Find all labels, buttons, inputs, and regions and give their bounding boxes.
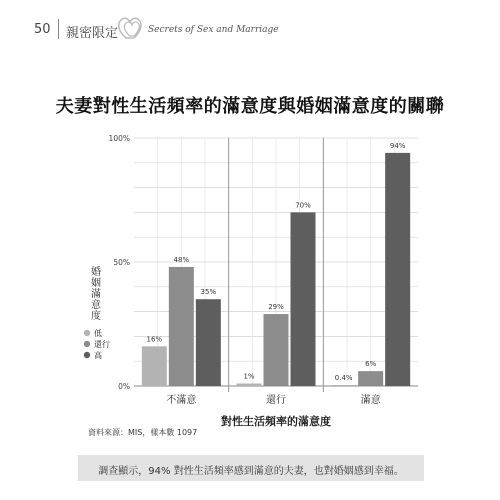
- bar: [331, 385, 356, 386]
- y-axis-label: 度: [91, 311, 101, 322]
- y-tick-label: 100%: [108, 134, 130, 143]
- data-label: 1%: [243, 372, 255, 381]
- bar: [196, 299, 221, 386]
- y-axis-label: 意: [91, 300, 101, 311]
- legend-label: 低: [94, 329, 102, 338]
- legend-swatch: [84, 341, 90, 347]
- bar: [358, 371, 383, 386]
- source-note: 資料來源：MIS，樣本數 1097: [88, 428, 198, 437]
- page-number: 50: [34, 22, 51, 37]
- data-label: 16%: [146, 335, 163, 344]
- data-label: 48%: [173, 255, 190, 264]
- bar: [169, 267, 194, 386]
- book-title: Secrets of Sex and Marriage: [148, 25, 279, 35]
- bar: [237, 384, 262, 386]
- y-tick-label: 0%: [118, 382, 130, 391]
- bar: [291, 212, 316, 386]
- bar: [142, 346, 167, 386]
- data-label: 29%: [268, 303, 284, 312]
- caption-text: 調查顯示，94% 對性生活頻率感到滿意的夫妻，也對婚姻感到幸福。: [98, 466, 404, 477]
- y-tick-label: 50%: [113, 258, 130, 267]
- legend-swatch: [84, 352, 90, 358]
- data-label: 70%: [295, 201, 311, 210]
- x-tick-label: 還行: [266, 395, 286, 406]
- x-tick-label: 不滿意: [166, 395, 197, 406]
- section-name: 親密限定: [66, 26, 119, 41]
- chart-title: 夫妻對性生活頻率的滿意度與婚姻滿意度的關聯: [55, 96, 445, 117]
- y-axis-label: 婚: [91, 267, 101, 278]
- data-label: 94%: [389, 141, 406, 150]
- legend-swatch: [84, 330, 90, 336]
- data-label: 6%: [365, 360, 377, 369]
- x-tick-label: 滿意: [360, 395, 381, 406]
- data-label: 0.4%: [334, 374, 353, 383]
- data-label: 35%: [200, 288, 217, 297]
- bar: [264, 314, 289, 386]
- x-axis-label: 對性生活頻率的滿意度: [221, 415, 331, 428]
- caption-box: [78, 455, 424, 481]
- legend-label: 還行: [94, 340, 110, 349]
- y-axis-label: 姻: [91, 278, 101, 289]
- y-axis-label: 滿: [91, 289, 101, 300]
- bar: [385, 153, 410, 386]
- legend-label: 高: [94, 351, 102, 360]
